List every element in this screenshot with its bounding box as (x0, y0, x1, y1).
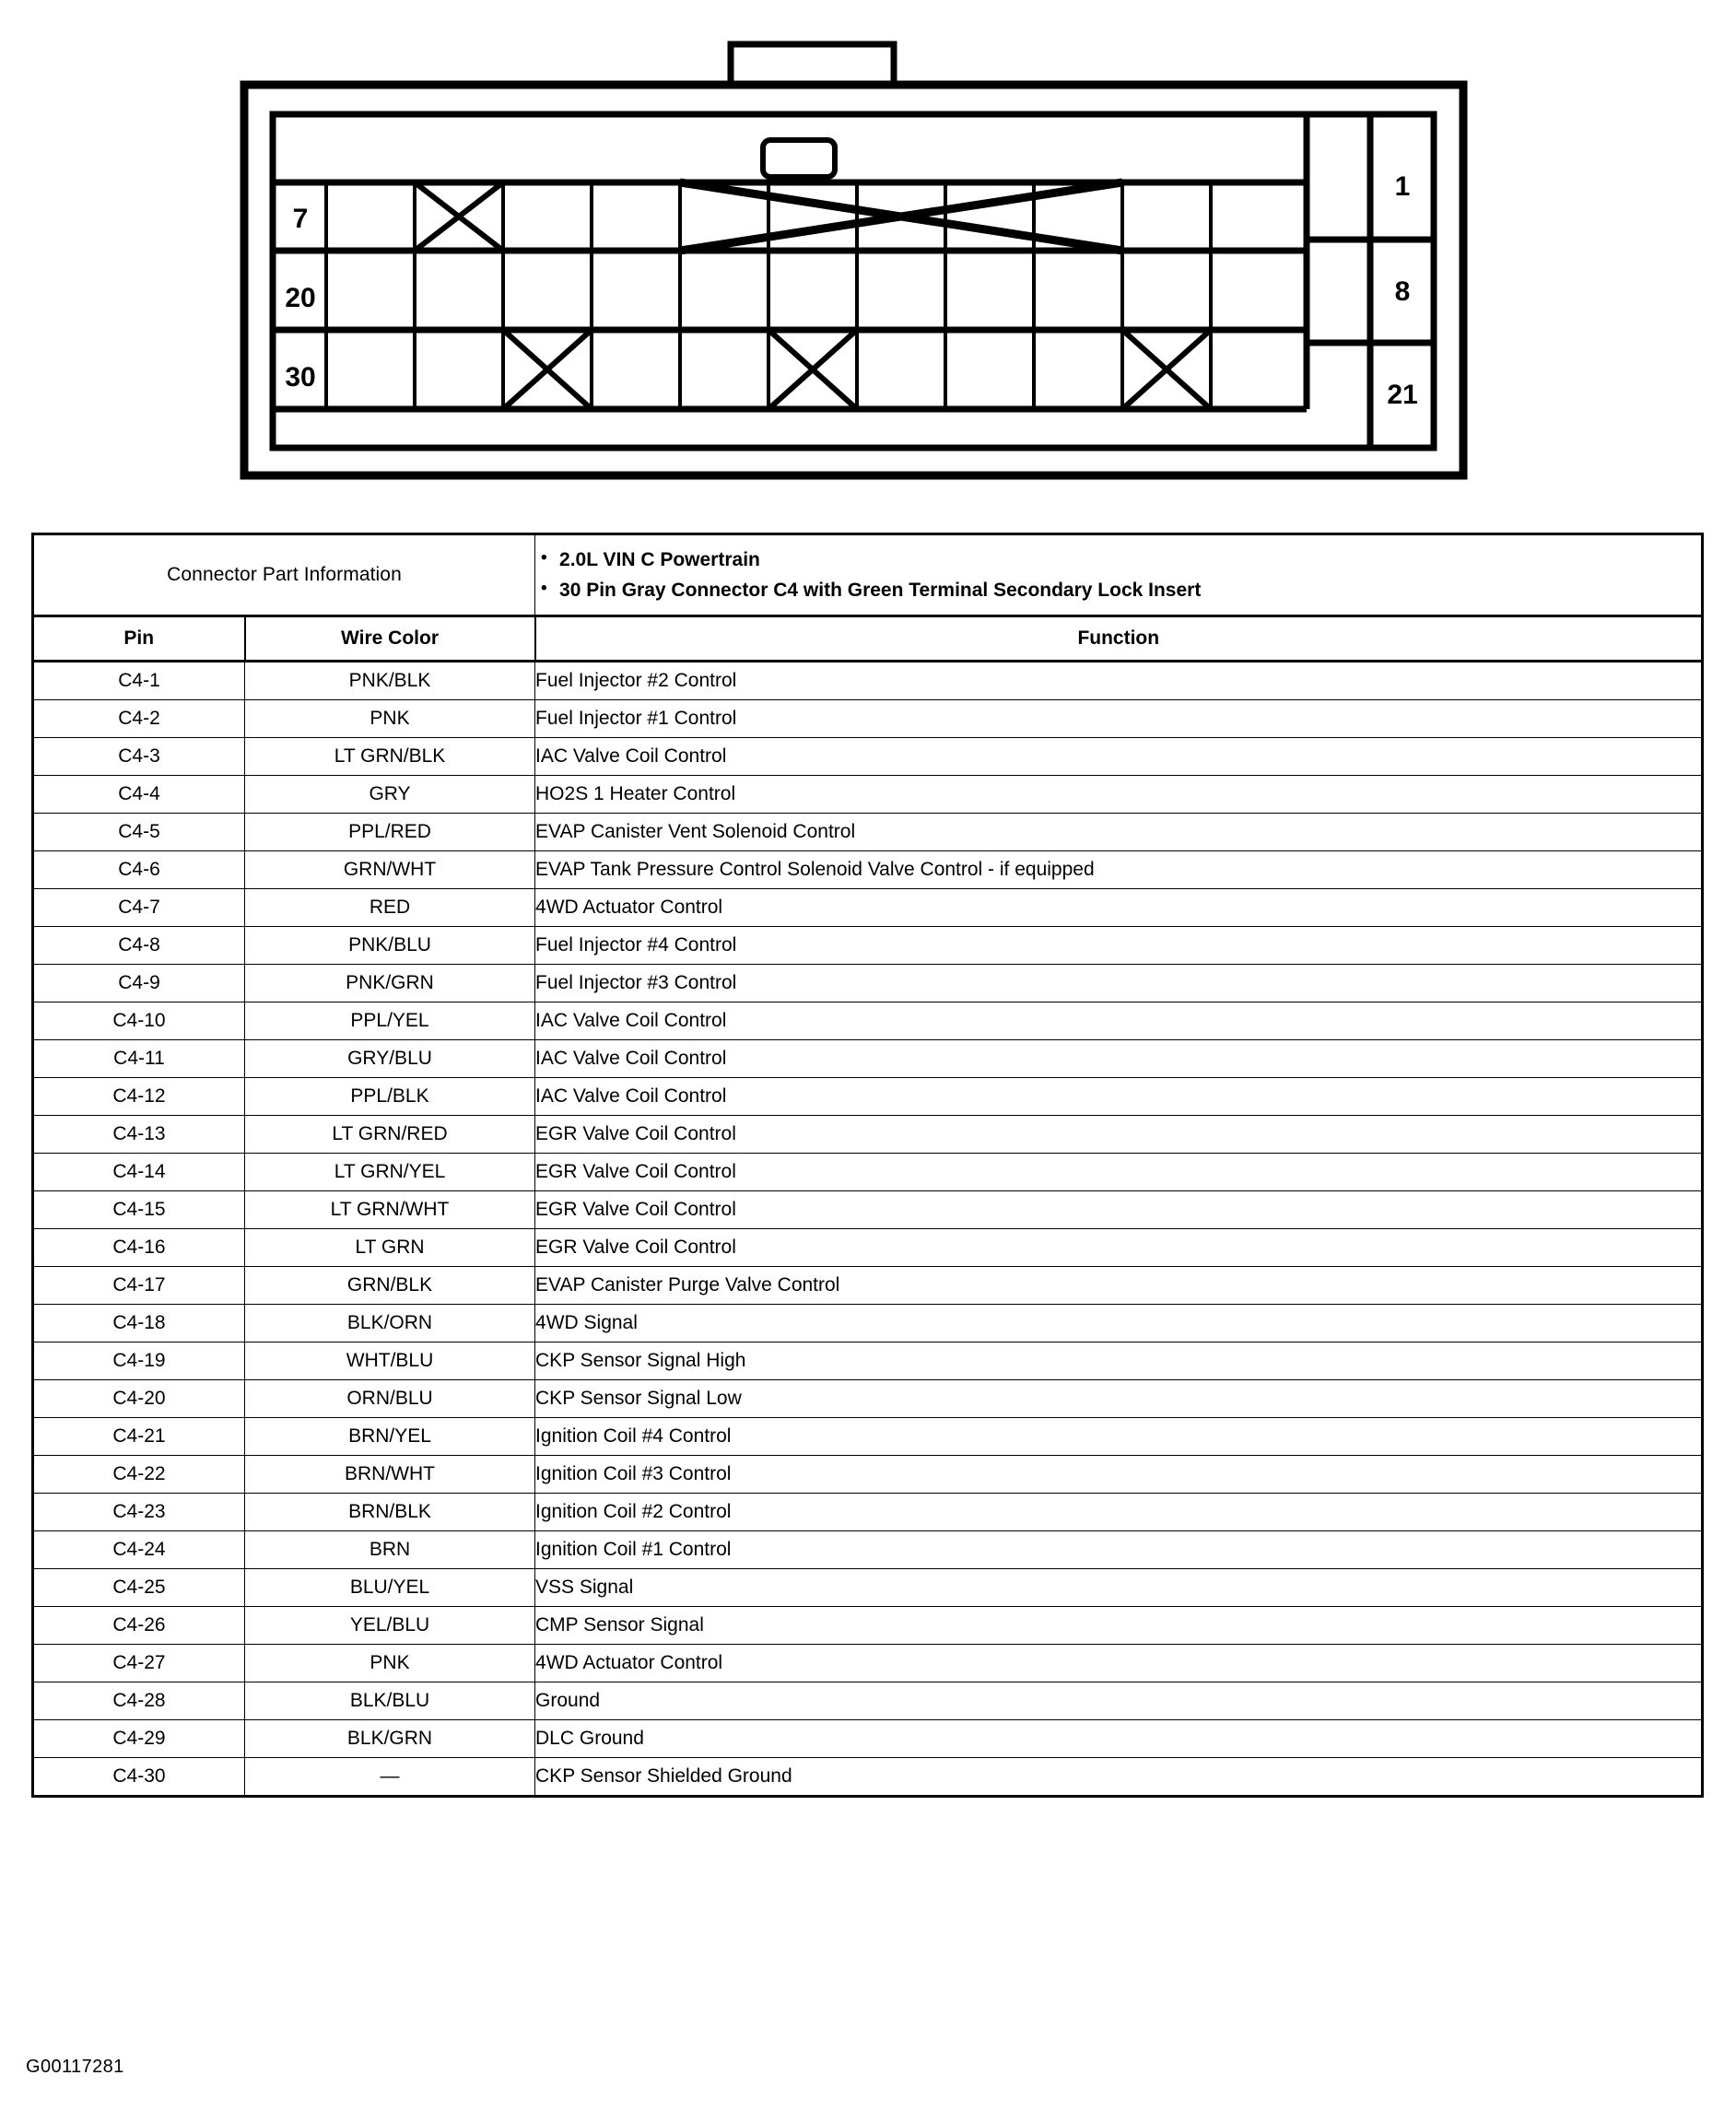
cell-pin: C4-21 (33, 1418, 245, 1456)
table-row (33, 1229, 1703, 1267)
cell-wire: PNK (245, 1645, 535, 1682)
table-row (33, 1342, 1703, 1380)
column-header-row (33, 616, 1703, 662)
pin-label-21: 21 (1387, 380, 1418, 410)
cell-function: Fuel Injector #4 Control (535, 927, 1703, 965)
cell-pin: C4-28 (33, 1682, 245, 1720)
cell-pin: C4-27 (33, 1645, 245, 1682)
table-row (33, 1569, 1703, 1607)
part-bullet-item: • 30 Pin Gray Connector C4 with Green Terminal Secondary Lock Insert (535, 575, 1701, 605)
cell-wire: BLK/GRN (245, 1720, 535, 1758)
cell-pin: C4-12 (33, 1078, 245, 1116)
cell-function: CKP Sensor Signal High (535, 1342, 1703, 1380)
cell-pin: C4-22 (33, 1456, 245, 1494)
table-row (33, 1078, 1703, 1116)
cell-pin: C4-26 (33, 1607, 245, 1645)
row-label-7: 7 (292, 204, 309, 234)
table-row (33, 700, 1703, 738)
cell-function: EVAP Canister Vent Solenoid Control (535, 814, 1703, 851)
cell-pin: C4-10 (33, 1002, 245, 1040)
cell-pin: C4-25 (33, 1569, 245, 1607)
cell-wire: PPL/BLK (245, 1078, 535, 1116)
table-row (33, 662, 1703, 700)
cell-pin: C4-19 (33, 1342, 245, 1380)
cell-pin: C4-8 (33, 927, 245, 965)
table-row (33, 1720, 1703, 1758)
cell-pin: C4-7 (33, 889, 245, 927)
cell-function: Fuel Injector #1 Control (535, 700, 1703, 738)
cell-pin: C4-14 (33, 1154, 245, 1191)
table-row (33, 1645, 1703, 1682)
cell-wire: LT GRN/YEL (245, 1154, 535, 1191)
cell-wire: GRY (245, 776, 535, 814)
cell-pin: C4-11 (33, 1040, 245, 1078)
connector-inner-body (273, 114, 1434, 448)
cell-function: IAC Valve Coil Control (535, 1078, 1703, 1116)
cell-function: 4WD Actuator Control (535, 1645, 1703, 1682)
cell-pin: C4-15 (33, 1191, 245, 1229)
cell-pin: C4-23 (33, 1494, 245, 1531)
cell-wire: PNK/BLK (245, 662, 535, 700)
cell-wire: BLK/ORN (245, 1305, 535, 1342)
cell-function: EGR Valve Coil Control (535, 1191, 1703, 1229)
cell-function: Fuel Injector #2 Control (535, 662, 1703, 700)
cell-wire: BRN/BLK (245, 1494, 535, 1531)
table-row (33, 927, 1703, 965)
cell-wire: PPL/RED (245, 814, 535, 851)
cell-function: CMP Sensor Signal (535, 1607, 1703, 1645)
cell-pin: C4-17 (33, 1267, 245, 1305)
table-row (33, 814, 1703, 851)
table-row (33, 1191, 1703, 1229)
cell-function: Ignition Coil #2 Control (535, 1494, 1703, 1531)
cell-pin: C4-29 (33, 1720, 245, 1758)
cell-function: Ignition Coil #4 Control (535, 1418, 1703, 1456)
cell-function: IAC Valve Coil Control (535, 1040, 1703, 1078)
cell-wire: BRN/YEL (245, 1418, 535, 1456)
cell-wire: BLK/BLU (245, 1682, 535, 1720)
table-row (33, 1682, 1703, 1720)
cell-wire: LT GRN (245, 1229, 535, 1267)
table-row (33, 1758, 1703, 1797)
cell-function: Ignition Coil #1 Control (535, 1531, 1703, 1569)
cell-pin: C4-9 (33, 965, 245, 1002)
column-header-wire-color: Wire Color (245, 616, 535, 662)
connector-diagram-svg (0, 0, 1736, 516)
pinout-table-container (31, 533, 1701, 1798)
table-row (33, 965, 1703, 1002)
table-row (33, 1305, 1703, 1342)
row-label-20: 20 (285, 283, 316, 313)
cell-wire: RED (245, 889, 535, 927)
cell-wire: YEL/BLU (245, 1607, 535, 1645)
table-row (33, 1380, 1703, 1418)
pin-label-8: 8 (1394, 276, 1411, 307)
cell-wire: GRY/BLU (245, 1040, 535, 1078)
table-row (33, 738, 1703, 776)
cell-function: HO2S 1 Heater Control (535, 776, 1703, 814)
table-row (33, 1040, 1703, 1078)
cell-pin: C4-2 (33, 700, 245, 738)
table-row (33, 1116, 1703, 1154)
table-row (33, 1531, 1703, 1569)
connector-outer-housing (244, 85, 1463, 475)
row-label-30: 30 (285, 362, 316, 393)
cell-wire: LT GRN/WHT (245, 1191, 535, 1229)
cell-function: EGR Valve Coil Control (535, 1116, 1703, 1154)
cell-function: IAC Valve Coil Control (535, 738, 1703, 776)
table-row (33, 1494, 1703, 1531)
cell-wire: GRN/BLK (245, 1267, 535, 1305)
table-row (33, 1418, 1703, 1456)
cell-wire: PPL/YEL (245, 1002, 535, 1040)
cell-pin: C4-30 (33, 1758, 245, 1797)
connector-latch-tab (731, 44, 894, 85)
cell-function: Ignition Coil #3 Control (535, 1456, 1703, 1494)
connector-diagram (0, 0, 1736, 516)
connector-part-information-bullets (535, 534, 1703, 616)
cell-wire: ORN/BLU (245, 1380, 535, 1418)
cell-pin: C4-18 (33, 1305, 245, 1342)
pin-label-1: 1 (1394, 171, 1411, 202)
column-header-pin: Pin (33, 616, 245, 662)
part-bullet-list (535, 545, 1701, 605)
cell-pin: C4-1 (33, 662, 245, 700)
cell-wire: LT GRN/BLK (245, 738, 535, 776)
table-row (33, 1267, 1703, 1305)
figure-reference-code: G00117281 (26, 2057, 124, 2077)
cell-wire: PNK (245, 700, 535, 738)
table-row (33, 776, 1703, 814)
blocked-cavity-x-top (415, 182, 503, 251)
cell-wire: PNK/GRN (245, 965, 535, 1002)
cell-function: IAC Valve Coil Control (535, 1002, 1703, 1040)
cell-function: CKP Sensor Shielded Ground (535, 1758, 1703, 1797)
cell-function: EVAP Tank Pressure Control Solenoid Valve Control - if equipped (535, 851, 1703, 889)
cell-pin: C4-20 (33, 1380, 245, 1418)
cell-function: EGR Valve Coil Control (535, 1229, 1703, 1267)
cell-pin: C4-6 (33, 851, 245, 889)
cell-function: VSS Signal (535, 1569, 1703, 1607)
cell-function: EGR Valve Coil Control (535, 1154, 1703, 1191)
cell-pin: C4-24 (33, 1531, 245, 1569)
cell-function: Fuel Injector #3 Control (535, 965, 1703, 1002)
connector-pinout-table (31, 533, 1704, 1798)
part-info-row (33, 534, 1703, 616)
cell-function: DLC Ground (535, 1720, 1703, 1758)
table-row (33, 1456, 1703, 1494)
cell-wire: BRN (245, 1531, 535, 1569)
cell-wire: GRN/WHT (245, 851, 535, 889)
cell-wire: LT GRN/RED (245, 1116, 535, 1154)
cell-pin: C4-5 (33, 814, 245, 851)
cell-wire: WHT/BLU (245, 1342, 535, 1380)
cell-function: EVAP Canister Purge Valve Control (535, 1267, 1703, 1305)
cell-wire: PNK/BLU (245, 927, 535, 965)
cell-pin: C4-13 (33, 1116, 245, 1154)
table-row (33, 889, 1703, 927)
connector-part-information-label: Connector Part Information (33, 534, 535, 616)
cell-pin: C4-16 (33, 1229, 245, 1267)
table-row (33, 1154, 1703, 1191)
unused-span-x-top (680, 182, 1122, 251)
cell-wire: BLU/YEL (245, 1569, 535, 1607)
cell-wire: — (245, 1758, 535, 1797)
cell-function: 4WD Signal (535, 1305, 1703, 1342)
part-bullet-item: • 2.0L VIN C Powertrain (535, 545, 1701, 575)
column-header-function: Function (535, 616, 1703, 662)
cell-pin: C4-4 (33, 776, 245, 814)
cell-function: CKP Sensor Signal Low (535, 1380, 1703, 1418)
table-row (33, 851, 1703, 889)
cell-function: 4WD Actuator Control (535, 889, 1703, 927)
cell-function: Ground (535, 1682, 1703, 1720)
cell-wire: BRN/WHT (245, 1456, 535, 1494)
connector-inner-latch-icon (763, 140, 835, 177)
cell-pin: C4-3 (33, 738, 245, 776)
table-row (33, 1607, 1703, 1645)
table-row (33, 1002, 1703, 1040)
